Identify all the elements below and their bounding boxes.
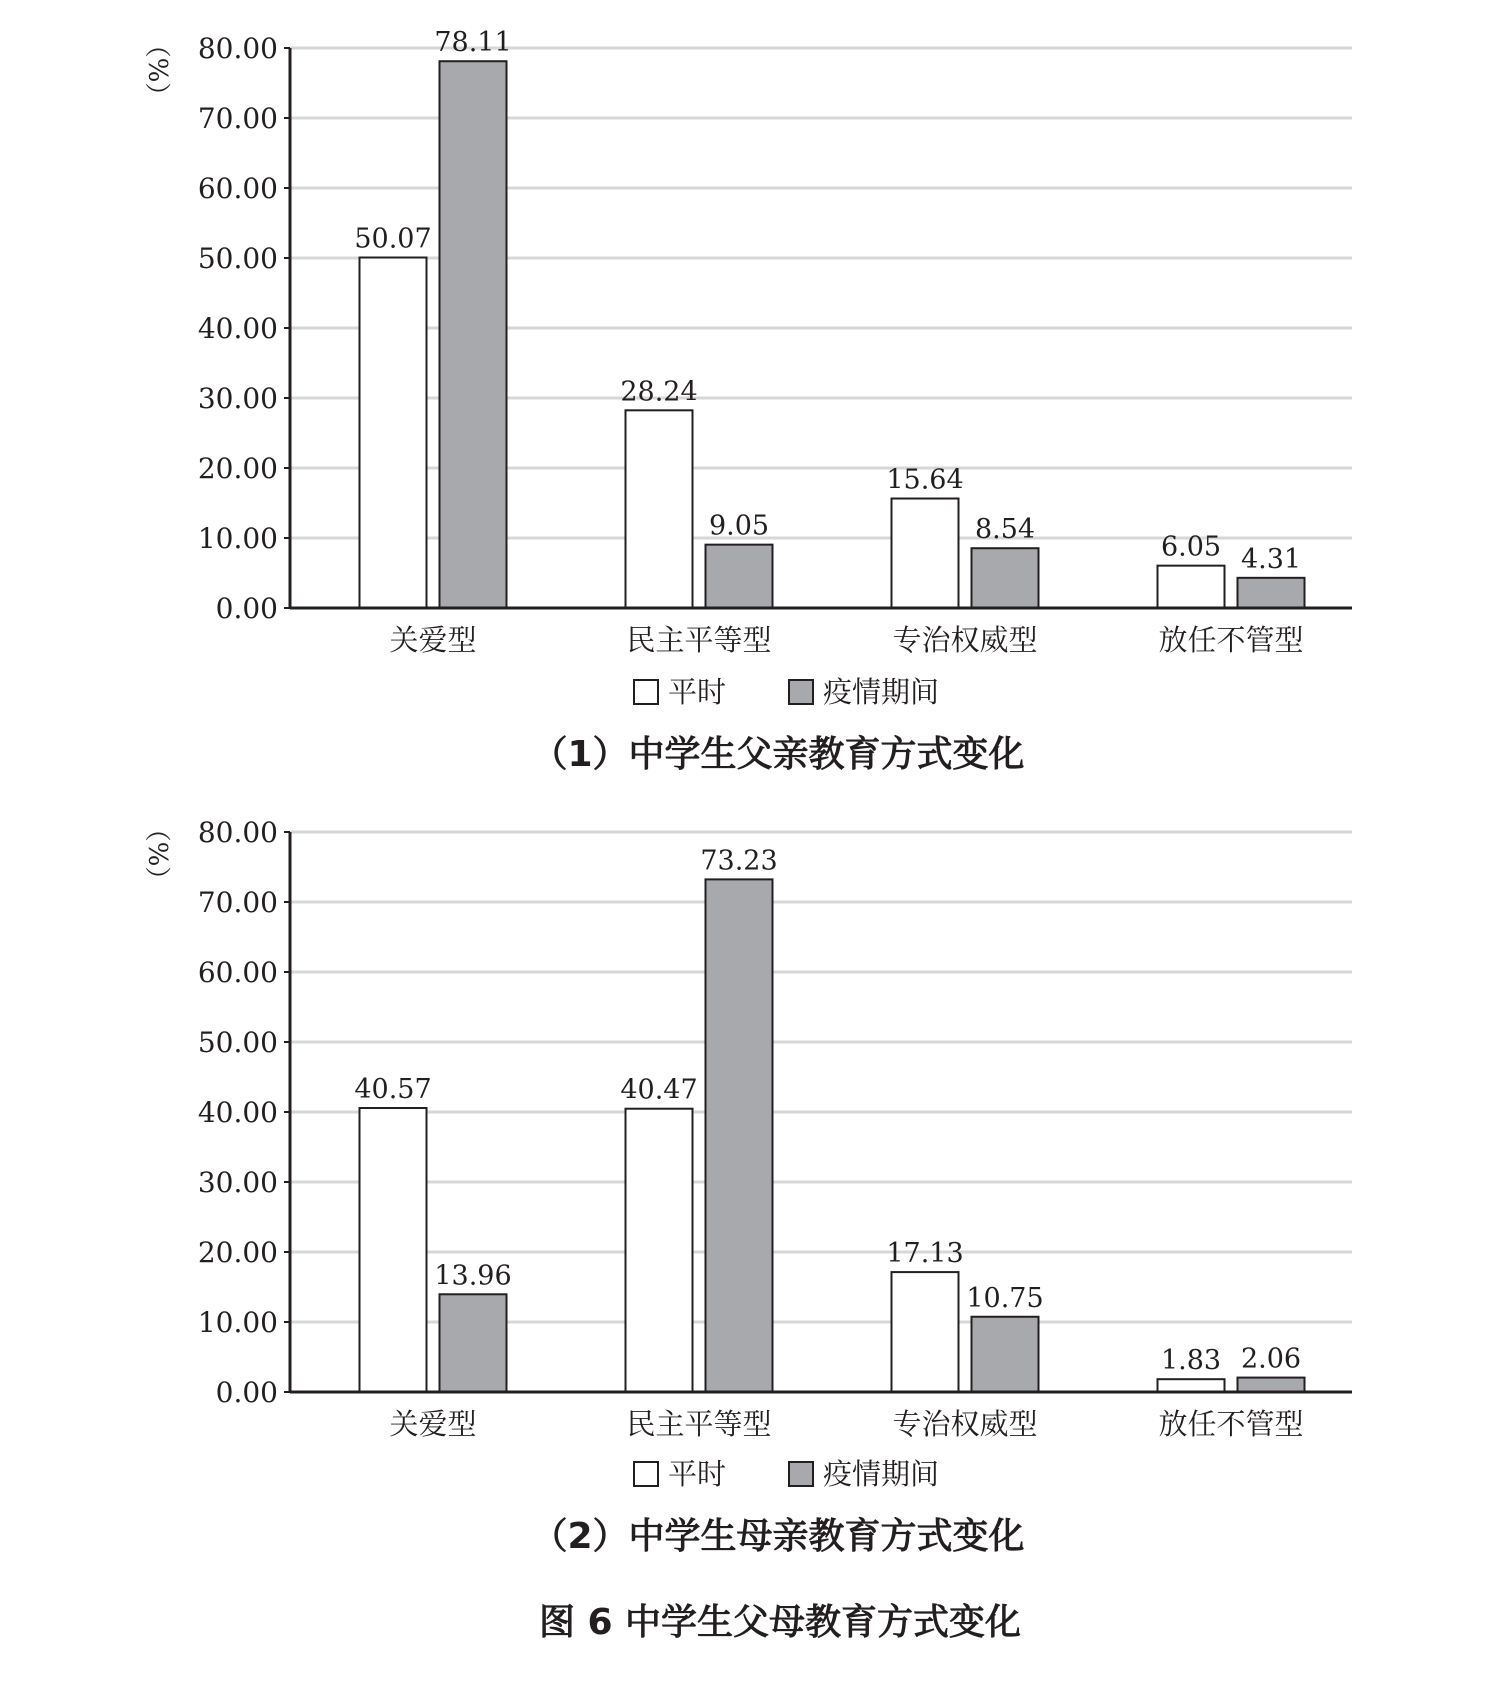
- y-tick-label: 60.00: [197, 956, 278, 989]
- y-tick-label: 20.00: [197, 1236, 278, 1269]
- data-label: 17.13: [886, 1238, 964, 1270]
- bar-pandemic: [440, 61, 507, 608]
- bar-normal: [626, 1109, 693, 1392]
- data-label: 15.64: [886, 464, 964, 496]
- y-tick-label: 20.00: [197, 452, 278, 485]
- x-category-label: 关爱型: [389, 1407, 477, 1441]
- data-label: 50.07: [354, 223, 432, 255]
- data-label: 78.11: [434, 27, 512, 59]
- data-label: 10.75: [966, 1282, 1044, 1314]
- legend-swatch-2: [789, 680, 813, 704]
- chart-panel-2: [145, 816, 1352, 1557]
- legend-label-1: 平时: [668, 675, 727, 709]
- y-tick-label: 0.00: [215, 592, 278, 625]
- y-tick-label: 10.00: [197, 522, 278, 555]
- bar-normal: [626, 410, 693, 608]
- bar-normal: [1158, 566, 1225, 608]
- bar-normal: [360, 258, 427, 608]
- legend-label-1: 平时: [668, 1457, 727, 1491]
- data-label: 2.06: [1240, 1343, 1302, 1375]
- data-label: 9.05: [708, 510, 770, 542]
- legend-label-2: 疫情期间: [823, 675, 940, 709]
- y-tick-label: 0.00: [215, 1376, 278, 1409]
- y-tick-label: 10.00: [197, 1306, 278, 1339]
- bar-pandemic: [1238, 578, 1305, 608]
- data-label: 73.23: [700, 845, 778, 877]
- y-tick-label: 40.00: [197, 1096, 278, 1129]
- chart-panel-1: [145, 27, 1352, 775]
- x-category-label: 放任不管型: [1158, 623, 1304, 657]
- x-category-label: 放任不管型: [1158, 1407, 1304, 1441]
- data-label: 6.05: [1160, 531, 1222, 563]
- x-category-label: 专治权威型: [892, 623, 1038, 657]
- y-tick-label: 70.00: [197, 886, 278, 919]
- data-label: 1.83: [1160, 1345, 1222, 1377]
- x-category-label: 民主平等型: [626, 623, 772, 657]
- bar-pandemic: [972, 1317, 1039, 1392]
- bar-pandemic: [440, 1294, 507, 1392]
- legend-swatch-1: [634, 680, 658, 704]
- chart-caption: （2）中学生母亲教育方式变化: [531, 1516, 1025, 1557]
- legend-swatch-1: [634, 1462, 658, 1486]
- bar-normal: [1158, 1379, 1225, 1392]
- data-label: 40.57: [354, 1074, 432, 1106]
- y-tick-label: 50.00: [197, 1026, 278, 1059]
- bar-normal: [360, 1108, 427, 1392]
- x-category-label: 关爱型: [389, 623, 477, 657]
- chart-caption: （1）中学生父亲教育方式变化: [531, 734, 1025, 775]
- y-axis-label: （%）: [145, 815, 175, 893]
- y-tick-label: 70.00: [197, 102, 278, 135]
- y-tick-label: 50.00: [197, 242, 278, 275]
- bar-normal: [892, 499, 959, 608]
- y-tick-label: 40.00: [197, 312, 278, 345]
- y-tick-label: 80.00: [197, 816, 278, 849]
- bar-normal: [892, 1272, 959, 1392]
- x-category-label: 专治权威型: [892, 1407, 1038, 1441]
- y-tick-label: 60.00: [197, 172, 278, 205]
- data-label: 8.54: [974, 514, 1036, 546]
- bar-pandemic: [972, 548, 1039, 608]
- x-category-label: 民主平等型: [626, 1407, 772, 1441]
- data-label: 4.31: [1240, 543, 1302, 575]
- figure-title: 图 6 中学生父母教育方式变化: [538, 1602, 1022, 1643]
- y-tick-label: 80.00: [197, 32, 278, 65]
- y-axis-label: （%）: [145, 31, 175, 109]
- y-tick-label: 30.00: [197, 1166, 278, 1199]
- y-tick-label: 30.00: [197, 382, 278, 415]
- bar-pandemic: [1238, 1378, 1305, 1392]
- data-label: 40.47: [620, 1074, 698, 1106]
- data-label: 13.96: [434, 1260, 512, 1292]
- legend-label-2: 疫情期间: [823, 1457, 940, 1491]
- bar-pandemic: [706, 879, 773, 1392]
- legend-swatch-2: [789, 1462, 813, 1486]
- bar-pandemic: [706, 545, 773, 608]
- data-label: 28.24: [620, 376, 698, 408]
